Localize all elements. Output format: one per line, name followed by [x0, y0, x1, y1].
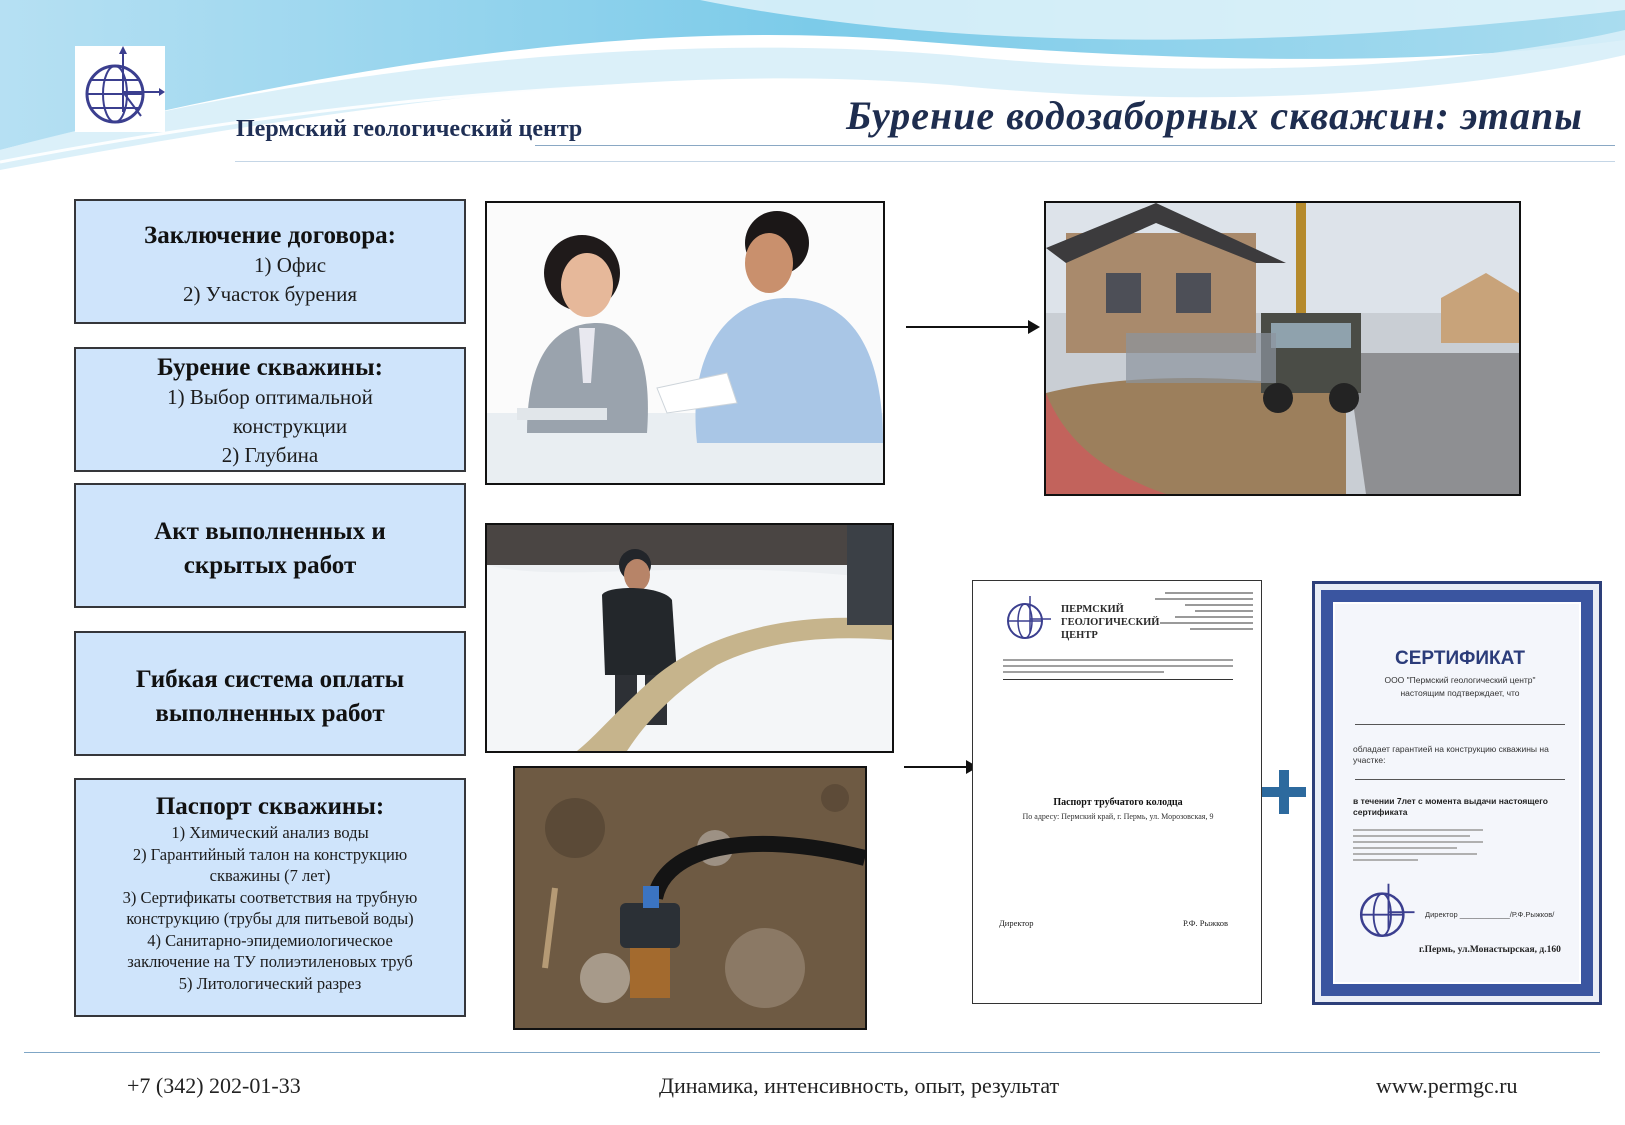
stage-item: конструкцию (трубы для питьевой воды): [126, 909, 414, 928]
company-logo: [75, 46, 165, 132]
stage-item: 2) Глубина: [221, 443, 319, 467]
passport-document: [972, 580, 1262, 1004]
certificate-guarantee: обладает гарантией на конструкцию скважины на участке:: [1353, 744, 1549, 765]
stage-item: конструкции: [232, 414, 348, 438]
passport-heading: Паспорт трубчатого колодца: [1053, 797, 1183, 808]
title-divider: [535, 145, 1615, 146]
stage-well-passport: [74, 778, 466, 1017]
flow-arrow: [906, 326, 1038, 328]
drilling-site-photo: [1044, 201, 1521, 496]
flow-arrow: [904, 766, 976, 768]
globe-compass-icon: [75, 46, 165, 132]
org-name-line: ПЕРМСКИЙ: [1061, 604, 1124, 615]
certificate-term: в течении 7лет с момента выдачи настоящего сертификата: [1353, 796, 1548, 817]
certificate-blank-line: [1355, 779, 1565, 780]
stage-title-line: скрытых работ: [183, 552, 357, 579]
stage-item: 1) Офис: [253, 253, 327, 277]
footer-divider: [24, 1052, 1600, 1053]
stage-item: 2) Участок бурения: [182, 282, 357, 306]
org-name-line: ЦЕНТР: [1061, 630, 1098, 641]
stage-drilling: [74, 347, 466, 472]
stage-item: скважины (7 лет): [209, 866, 331, 885]
stage-title-line: Гибкая система оплаты: [135, 666, 405, 693]
footer-slogan: Динамика, интенсивность, опыт, результат: [659, 1073, 1060, 1098]
doc-requisites: [1155, 589, 1253, 654]
globe-compass-icon: [1355, 880, 1417, 942]
certificate-title: СЕРТИФИКАТ: [1395, 648, 1525, 669]
stage-title-line: выполненных работ: [155, 700, 385, 727]
doc-header-text: [1003, 659, 1233, 680]
stage-item: 2) Гарантийный талон на конструкцию: [132, 844, 408, 864]
well-flushing-photo: [485, 523, 894, 753]
certificate-notes: [1353, 829, 1483, 861]
header-wave-decoration: [0, 0, 1625, 175]
company-name: Пермский геологический центр: [236, 116, 583, 142]
stage-title: Паспорт скважины:: [155, 793, 385, 820]
office-meeting-photo: [485, 201, 885, 485]
org-name-line: ГЕОЛОГИЧЕСКИЙ: [1061, 617, 1160, 628]
footer-phone: +7 (342) 202-01-33: [127, 1073, 301, 1098]
certificate-document: [1312, 581, 1602, 1005]
stage-payment: [74, 631, 466, 756]
stage-item: 5) Литологический разрез: [178, 973, 362, 993]
certificate-blank-line: [1355, 724, 1565, 725]
signer-role: Директор: [999, 918, 1034, 928]
stage-title-line: Акт выполненных и: [154, 518, 386, 545]
header-divider: [235, 161, 1615, 162]
stage-acceptance-act: [74, 483, 466, 608]
footer-website-link[interactable]: www.permgc.ru: [1376, 1073, 1518, 1098]
passport-address: По адресу: Пермский край, г. Пермь, ул. Морозовская, 9: [1022, 812, 1214, 821]
signer-name: Р.Ф. Рыжков: [1183, 918, 1229, 928]
stage-title: Заключение договора:: [144, 222, 396, 249]
certificate-issuer: ООО "Пермский геологический центр": [1384, 675, 1536, 685]
stage-contract: [74, 199, 466, 324]
page-title: Бурение водозаборных скважин: этапы: [846, 93, 1583, 138]
stage-item: 1) Химический анализ воды: [171, 823, 369, 842]
certificate-confirms: настоящим подтверждает, что: [1400, 688, 1520, 698]
stage-item: 1) Выбор оптимальной: [167, 385, 373, 409]
globe-compass-icon: [1003, 593, 1053, 643]
wellhead-photo: [513, 766, 867, 1030]
stage-item: заключение на ТУ полиэтиленовых труб: [127, 952, 413, 971]
certificate-director: Директор ____________/Р.Ф.Рыжков/: [1425, 910, 1555, 919]
stage-item: 4) Санитарно-эпидемиологическое: [147, 930, 393, 950]
stage-title: Бурение скважины:: [157, 354, 383, 381]
plus-icon: [1262, 770, 1306, 814]
certificate-address: г.Пермь, ул.Монастырская, д.160: [1419, 945, 1561, 955]
stage-item: 3) Сертификаты соответствия на трубную: [122, 887, 418, 907]
